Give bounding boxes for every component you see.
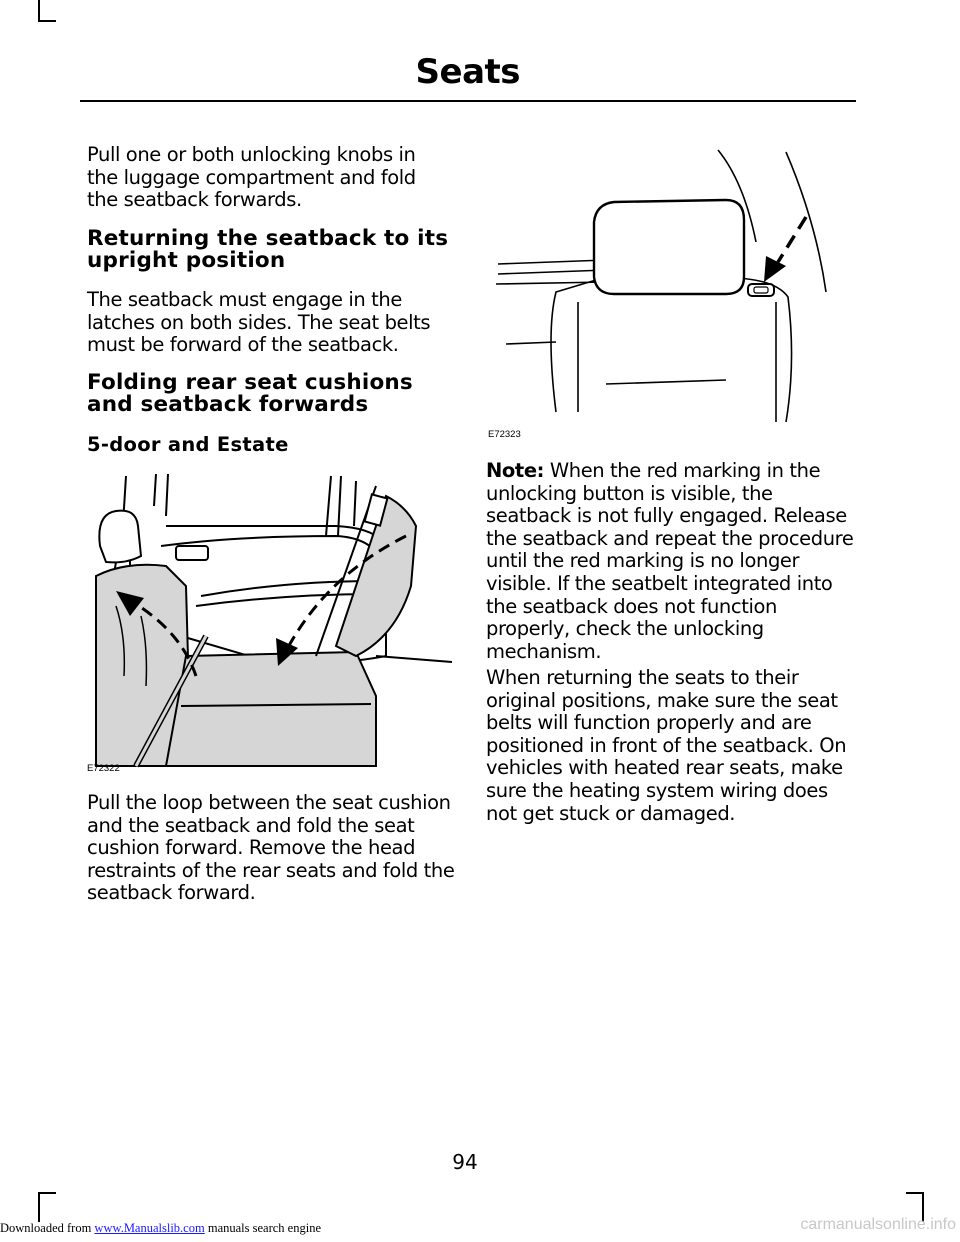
intro-paragraph: Pull one or both unlocking knobs in the luggage compartment and fold the seatback forwards. xyxy=(87,143,416,212)
footer-suffix: manuals search engine xyxy=(204,1221,321,1235)
crop-mark-top-left-h xyxy=(38,20,56,22)
seat-fold-drawing xyxy=(86,466,452,776)
note-text: When the red marking in the unlocking button is visible, the seatback is not fully engaged. Release the seatback and repeat the procedure until the red marking is no longer visible. If the seatbelt integrated into the seatback does not function properly, check the unlocking mechanism. xyxy=(486,459,854,663)
section-heading-returning: Returning the seatback to its upright position xyxy=(87,226,449,273)
manualslib-link[interactable]: www.Manualslib.com xyxy=(94,1221,205,1235)
folding-instructions-paragraph: Pull the loop between the seat cushion and the seatback and fold the seat cushion forward. Remove the head restraints of the rear seats and fold the seatback forward. xyxy=(87,791,455,905)
subheading-5-door-estate: 5-door and Estate xyxy=(87,433,289,456)
seatback-latch-drawing xyxy=(486,132,856,446)
page-number: 94 xyxy=(452,1150,478,1174)
figure-label-e72323: E72323 xyxy=(488,429,521,440)
figure-label-e72322: E72322 xyxy=(87,763,120,774)
crop-mark-top-left-v xyxy=(38,0,40,22)
page-title: Seats xyxy=(415,52,520,92)
section-heading-folding: Folding rear seat cushions and seatback forwards xyxy=(87,370,413,417)
returning-seats-paragraph: When returning the seats to their original positions, make sure the seat belts will function properly and are positioned in front of the seatback. On vehicles with heated rear seats, make sure the heating system wiring does not get stuck or damaged. xyxy=(486,666,847,825)
title-divider xyxy=(80,100,856,102)
returning-paragraph: The seatback must engage in the latches on both sides. The seat belts must be forward of the seatback. xyxy=(87,288,431,357)
note-paragraph xyxy=(486,460,858,663)
crop-mark-bottom-left-v xyxy=(38,1192,40,1222)
footer-prefix: Downloaded from xyxy=(0,1221,95,1235)
watermark: carmanualsonline.info xyxy=(800,1216,956,1233)
seat-fold-illustration xyxy=(86,466,452,776)
seatback-latch-illustration xyxy=(486,132,856,446)
note-label: Note: xyxy=(486,459,545,482)
crop-mark-bottom-left-h xyxy=(38,1192,56,1194)
download-footer xyxy=(0,1221,321,1236)
